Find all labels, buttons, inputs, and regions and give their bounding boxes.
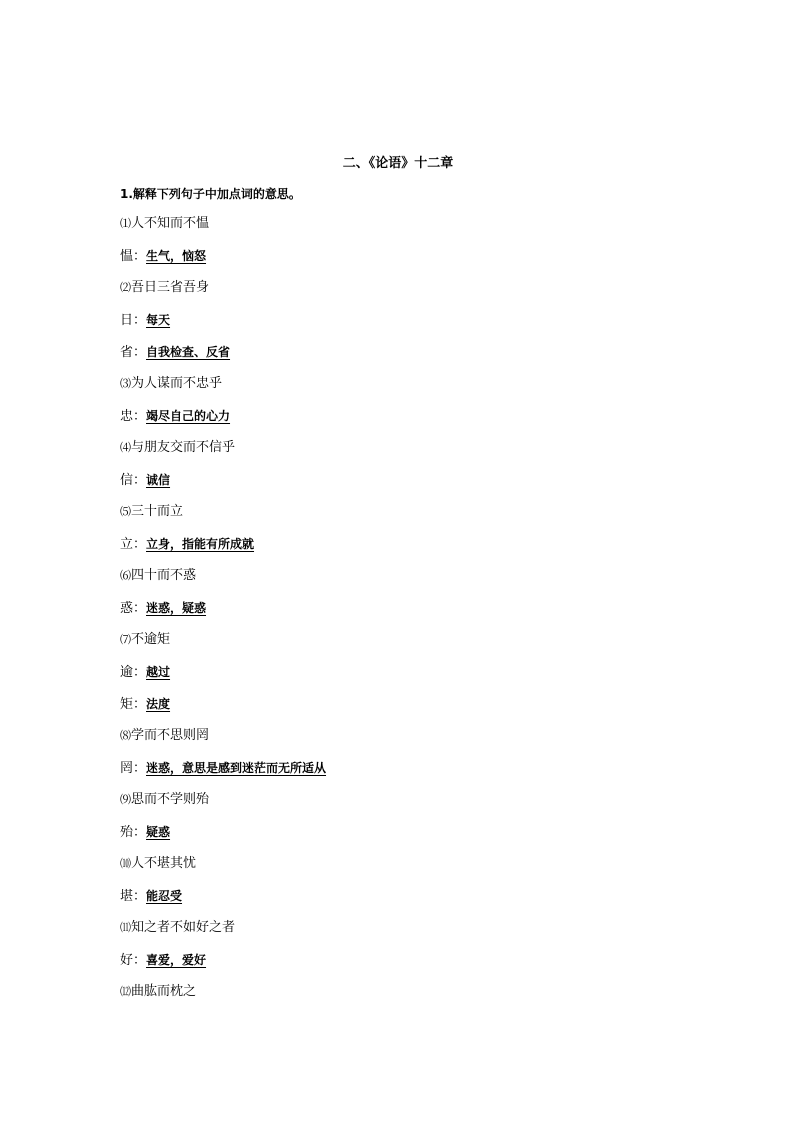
sentence-line bbox=[120, 918, 326, 950]
answer-text: 竭尽自己的心力 bbox=[146, 409, 231, 423]
answer-text: 疑惑 bbox=[146, 825, 171, 839]
answer-text: 每天 bbox=[146, 313, 171, 327]
sentence-number: ⑸ bbox=[120, 505, 131, 518]
answer-line bbox=[120, 342, 326, 374]
answer-text: 诚信 bbox=[146, 473, 171, 487]
sentence-line bbox=[120, 278, 326, 310]
term-label: 愠： bbox=[120, 249, 147, 264]
term-label: 日： bbox=[120, 313, 147, 328]
sentence-line bbox=[120, 854, 326, 886]
sentence-line bbox=[120, 502, 326, 534]
term-label: 好： bbox=[120, 953, 147, 968]
sentence-text: 思而不学则殆 bbox=[131, 792, 210, 807]
sentence-text: 为人谋而不忠乎 bbox=[131, 376, 223, 391]
question-instruction: 1.解释下列句子中加点词的意思。 bbox=[120, 187, 301, 201]
answer-text: 生气，恼怒 bbox=[146, 249, 207, 263]
sentence-text: 四十而不惑 bbox=[131, 568, 197, 583]
answer-text: 越过 bbox=[146, 665, 171, 679]
sentence-line bbox=[120, 566, 326, 598]
sentence-text: 不逾矩 bbox=[131, 632, 171, 647]
page-title: 二、《论语》十二章 bbox=[342, 156, 454, 171]
answer-line bbox=[120, 310, 326, 342]
term-label: 逾： bbox=[120, 665, 147, 680]
sentence-number: ⑿ bbox=[120, 985, 131, 998]
answer-line bbox=[120, 694, 326, 726]
answer-line bbox=[120, 758, 326, 790]
sentence-text: 知之者不如好之者 bbox=[131, 920, 236, 935]
sentence-line bbox=[120, 726, 326, 758]
sentence-text: 人不知而不愠 bbox=[131, 216, 210, 231]
answer-line bbox=[120, 598, 326, 630]
sentence-number: ⑽ bbox=[120, 857, 131, 870]
sentence-number: ⑴ bbox=[120, 217, 131, 230]
answer-text: 自我检查、反省 bbox=[146, 345, 231, 359]
sentence-line bbox=[120, 374, 326, 406]
term-label: 信： bbox=[120, 473, 147, 488]
sentence-line bbox=[120, 438, 326, 470]
answer-line bbox=[120, 534, 326, 566]
sentence-text: 学而不思则罔 bbox=[131, 728, 210, 743]
answer-line bbox=[120, 822, 326, 854]
sentence-number: ⑺ bbox=[120, 633, 131, 646]
term-label: 矩： bbox=[120, 697, 147, 712]
sentence-line bbox=[120, 982, 326, 1014]
exercise-list bbox=[120, 214, 326, 1014]
term-label: 罔： bbox=[120, 761, 147, 776]
sentence-number: ⑹ bbox=[120, 569, 131, 582]
answer-line bbox=[120, 662, 326, 694]
term-label: 忠： bbox=[120, 409, 147, 424]
sentence-text: 曲肱而枕之 bbox=[131, 984, 197, 999]
answer-line bbox=[120, 470, 326, 502]
answer-line bbox=[120, 406, 326, 438]
answer-text: 迷惑，疑惑 bbox=[146, 601, 207, 615]
answer-line bbox=[120, 246, 326, 278]
answer-text: 能忍受 bbox=[146, 889, 183, 903]
sentence-text: 人不堪其忧 bbox=[131, 856, 197, 871]
answer-line bbox=[120, 950, 326, 982]
sentence-text: 与朋友交而不信乎 bbox=[131, 440, 236, 455]
sentence-text: 吾日三省吾身 bbox=[131, 280, 210, 295]
sentence-number: ⑷ bbox=[120, 441, 131, 454]
sentence-number: ⑾ bbox=[120, 921, 131, 934]
sentence-line bbox=[120, 790, 326, 822]
answer-text: 法度 bbox=[146, 697, 171, 711]
term-label: 殆： bbox=[120, 825, 147, 840]
sentence-text: 三十而立 bbox=[131, 504, 184, 519]
term-label: 堪： bbox=[120, 889, 147, 904]
answer-text: 喜爱，爱好 bbox=[146, 953, 207, 967]
answer-line bbox=[120, 886, 326, 918]
sentence-number: ⑶ bbox=[120, 377, 131, 390]
term-label: 惑： bbox=[120, 601, 147, 616]
sentence-number: ⑵ bbox=[120, 281, 131, 294]
sentence-line bbox=[120, 630, 326, 662]
term-label: 立： bbox=[120, 537, 147, 552]
term-label: 省： bbox=[120, 345, 147, 360]
answer-text: 迷惑，意思是感到迷茫而无所适从 bbox=[146, 761, 327, 775]
sentence-number: ⑼ bbox=[120, 793, 131, 806]
answer-text: 立身，指能有所成就 bbox=[146, 537, 255, 551]
sentence-line bbox=[120, 214, 326, 246]
sentence-number: ⑻ bbox=[120, 729, 131, 742]
